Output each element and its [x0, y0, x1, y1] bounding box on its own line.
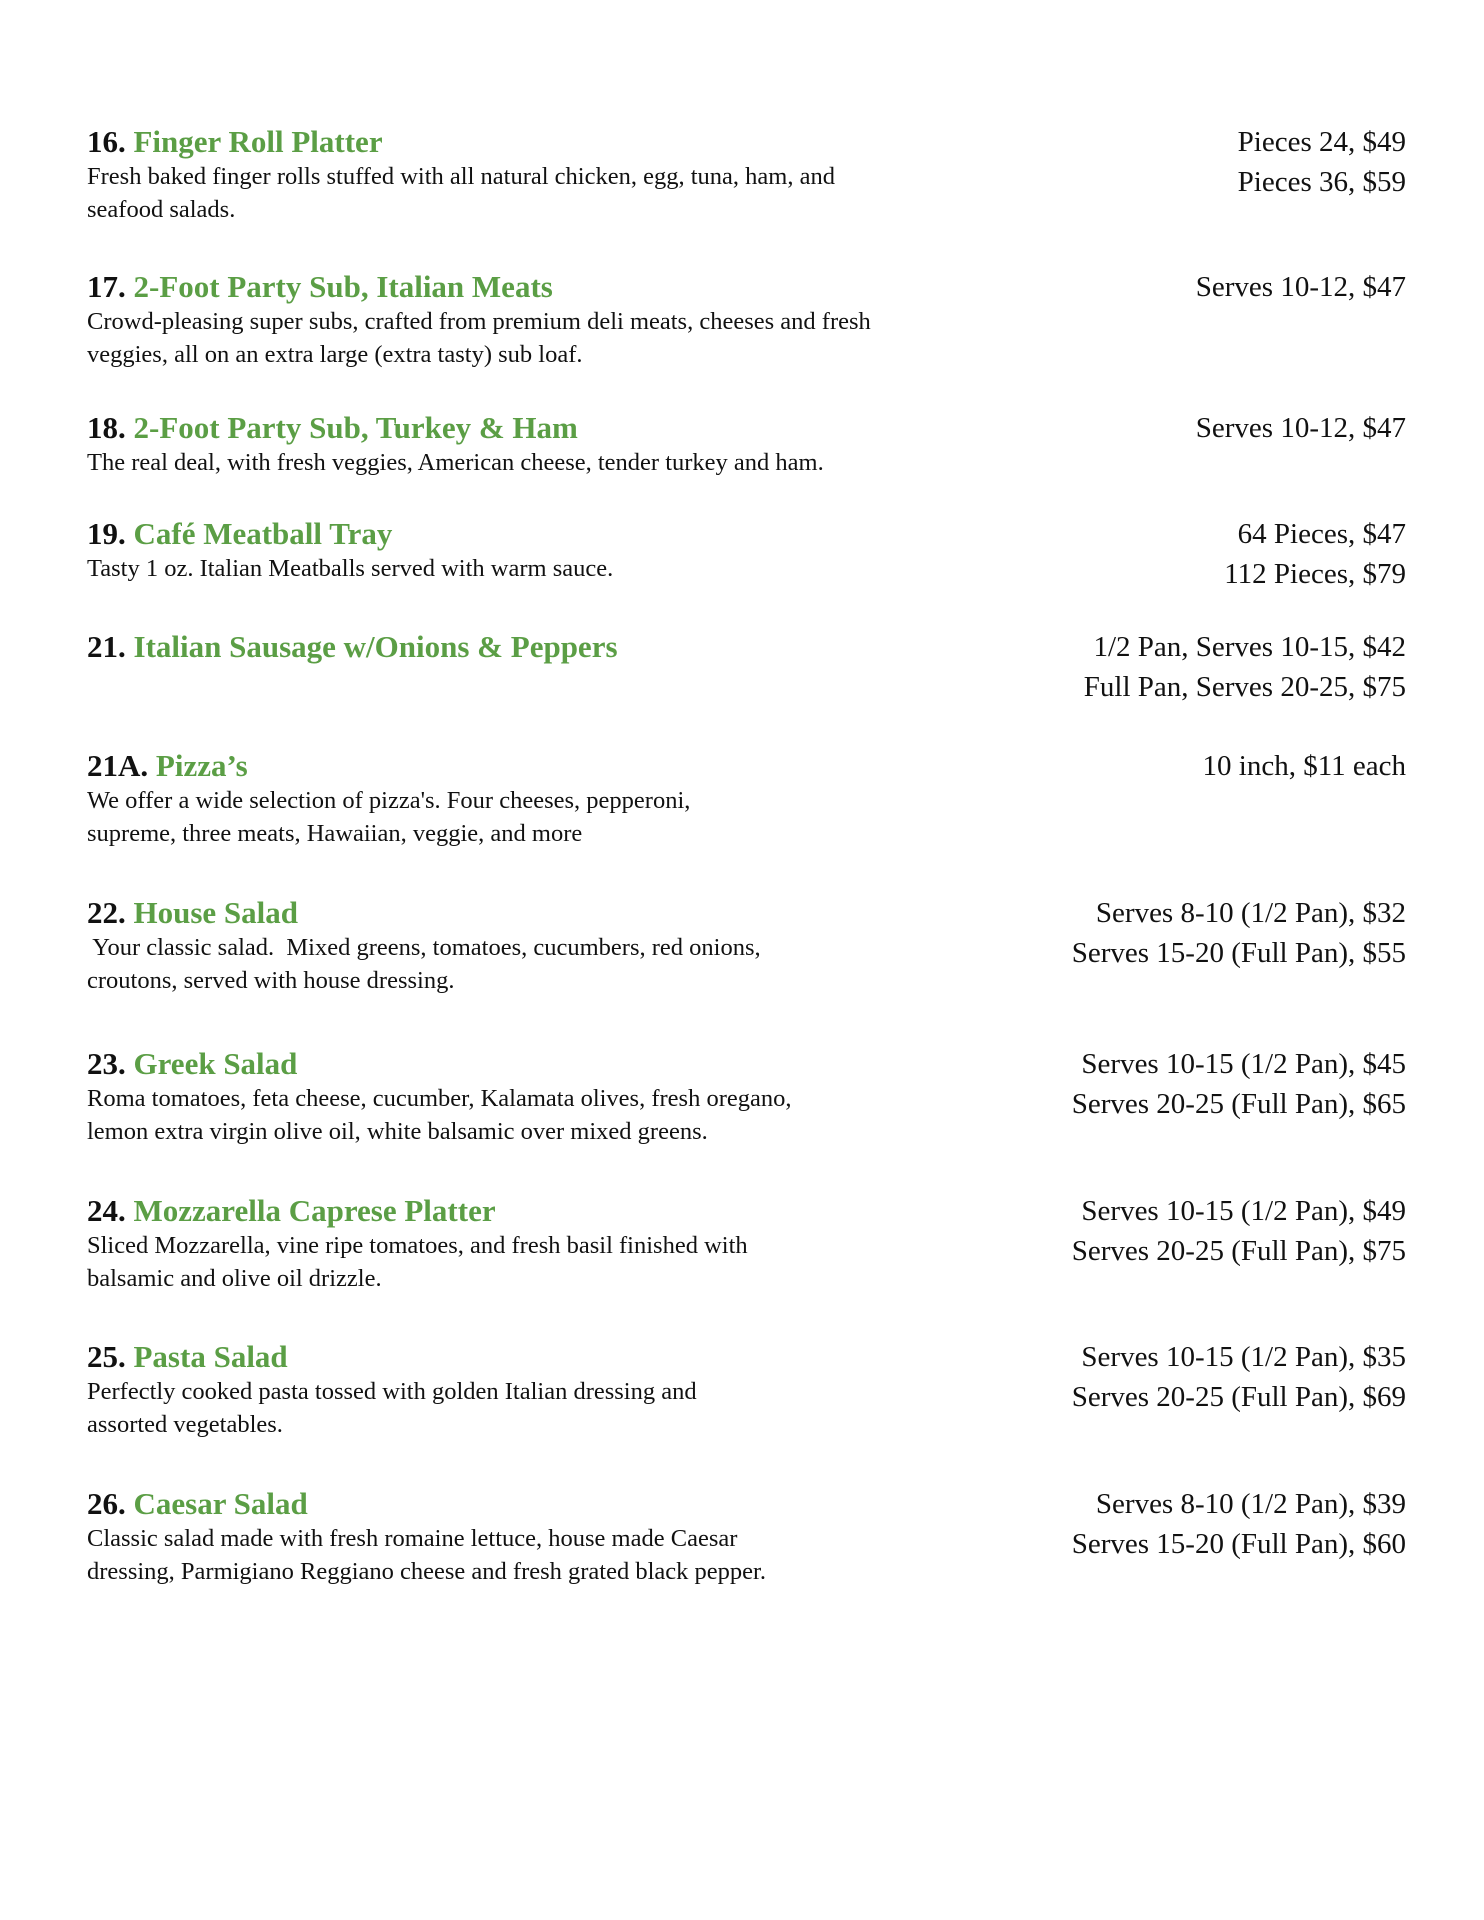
item-description: Fresh baked finger rolls stuffed with all natural chicken, egg, tuna, ham, and: [87, 163, 835, 190]
item-description: dressing, Parmigiano Reggiano cheese and fresh grated black pepper.: [87, 1557, 766, 1585]
item-name: 2-Foot Party Sub, Turkey & Ham: [133, 410, 578, 445]
menu-item: [87, 1337, 1406, 1442]
item-name: Greek Salad: [133, 1046, 298, 1081]
price-option: Serves 15-20 (Full Pan), $55: [1071, 937, 1406, 969]
item-description: croutons, served with house dressing.: [87, 966, 455, 994]
price-option: Full Pan, Serves 20-25, $75: [1083, 671, 1406, 703]
item-number: 24.: [87, 1193, 126, 1228]
item-number: 25.: [87, 1339, 126, 1374]
item-prices: [1072, 893, 1406, 973]
price-option: 10 inch, $11 each: [1202, 750, 1406, 782]
price-option: Pieces 24, $49: [1237, 126, 1406, 158]
item-name: Pasta Salad: [133, 1339, 288, 1374]
menu-item: [87, 746, 1406, 851]
price-option: Pieces 36, $59: [1237, 166, 1406, 198]
item-number: 21.: [87, 629, 126, 664]
menu-item: [87, 1484, 1406, 1589]
item-prices: [1203, 746, 1406, 786]
menu-item: [87, 514, 1406, 590]
item-prices: [1238, 122, 1406, 202]
item-number: 19.: [87, 516, 126, 551]
item-description: Sliced Mozzarella, vine ripe tomatoes, and fresh basil finished with: [87, 1232, 748, 1259]
price-option: Serves 20-25 (Full Pan), $69: [1071, 1381, 1406, 1413]
item-prices: [1072, 1337, 1406, 1417]
price-option: Serves 10-15 (1/2 Pan), $35: [1081, 1341, 1406, 1373]
item-description: lemon extra virgin olive oil, white balsamic over mixed greens.: [87, 1117, 708, 1145]
price-option: Serves 15-20 (Full Pan), $60: [1071, 1528, 1406, 1560]
item-description: Crowd-pleasing super subs, crafted from premium deli meats, cheeses and fresh: [87, 308, 871, 335]
price-option: Serves 8-10 (1/2 Pan), $39: [1095, 1488, 1406, 1520]
item-description: assorted vegetables.: [87, 1410, 283, 1438]
item-number: 21A.: [87, 748, 149, 783]
price-option: Serves 10-12, $47: [1195, 271, 1406, 303]
item-prices: [1196, 408, 1406, 448]
menu-item: [87, 893, 1406, 998]
item-prices: [1084, 627, 1406, 707]
item-description: Perfectly cooked pasta tossed with golden Italian dressing and: [87, 1378, 697, 1405]
item-name: Café Meatball Tray: [133, 516, 393, 551]
item-title: [87, 514, 1406, 554]
item-description: supreme, three meats, Hawaiian, veggie, and more: [87, 819, 583, 847]
item-description: Roma tomatoes, feta cheese, cucumber, Kalamata olives, fresh oregano,: [87, 1085, 792, 1112]
item-prices: [1072, 1484, 1406, 1564]
item-description: balsamic and olive oil drizzle.: [87, 1264, 382, 1292]
price-option: 112 Pieces, $79: [1224, 558, 1406, 590]
item-name: 2-Foot Party Sub, Italian Meats: [133, 269, 553, 304]
item-description: veggies, all on an extra large (extra tasty) sub loaf.: [87, 340, 583, 368]
item-number: 17.: [87, 269, 126, 304]
item-name: Mozzarella Caprese Platter: [133, 1193, 496, 1228]
menu-item: [87, 122, 1406, 227]
item-prices: [1224, 514, 1406, 594]
menu-item: [87, 408, 1406, 481]
item-description: The real deal, with fresh veggies, American cheese, tender turkey and ham.: [87, 449, 824, 476]
item-number: 18.: [87, 410, 126, 445]
item-number: 23.: [87, 1046, 126, 1081]
item-number: 26.: [87, 1486, 126, 1521]
item-description: We offer a wide selection of pizza's. Four cheeses, pepperoni,: [87, 787, 691, 814]
menu-item: [87, 267, 1406, 372]
item-prices: [1196, 267, 1406, 307]
menu-item: [87, 1044, 1406, 1149]
item-name: Italian Sausage w/Onions & Peppers: [133, 629, 618, 664]
price-option: Serves 20-25 (Full Pan), $65: [1071, 1088, 1406, 1120]
item-description: Your classic salad. Mixed greens, tomatoes, cucumbers, red onions,: [87, 934, 761, 961]
item-name: Pizza’s: [155, 748, 248, 783]
menu-item: [87, 1191, 1406, 1296]
item-number: 22.: [87, 895, 126, 930]
item-name: Caesar Salad: [133, 1486, 308, 1521]
price-option: Serves 20-25 (Full Pan), $75: [1071, 1235, 1406, 1267]
item-prices: [1072, 1191, 1406, 1271]
price-option: Serves 10-15 (1/2 Pan), $49: [1081, 1195, 1406, 1227]
item-description: Classic salad made with fresh romaine lettuce, house made Caesar: [87, 1525, 738, 1552]
price-option: 1/2 Pan, Serves 10-15, $42: [1093, 631, 1406, 663]
item-title: [87, 122, 1406, 162]
menu-item: [87, 627, 1406, 703]
price-option: Serves 10-12, $47: [1195, 412, 1406, 444]
item-name: House Salad: [133, 895, 299, 930]
price-option: 64 Pieces, $47: [1237, 518, 1406, 550]
item-number: 16.: [87, 124, 126, 159]
item-name: Finger Roll Platter: [133, 124, 383, 159]
price-option: Serves 10-15 (1/2 Pan), $45: [1081, 1048, 1406, 1080]
price-option: Serves 8-10 (1/2 Pan), $32: [1095, 897, 1406, 929]
item-description: seafood salads.: [87, 195, 236, 223]
item-prices: [1072, 1044, 1406, 1124]
item-description: Tasty 1 oz. Italian Meatballs served with warm sauce.: [87, 555, 614, 582]
